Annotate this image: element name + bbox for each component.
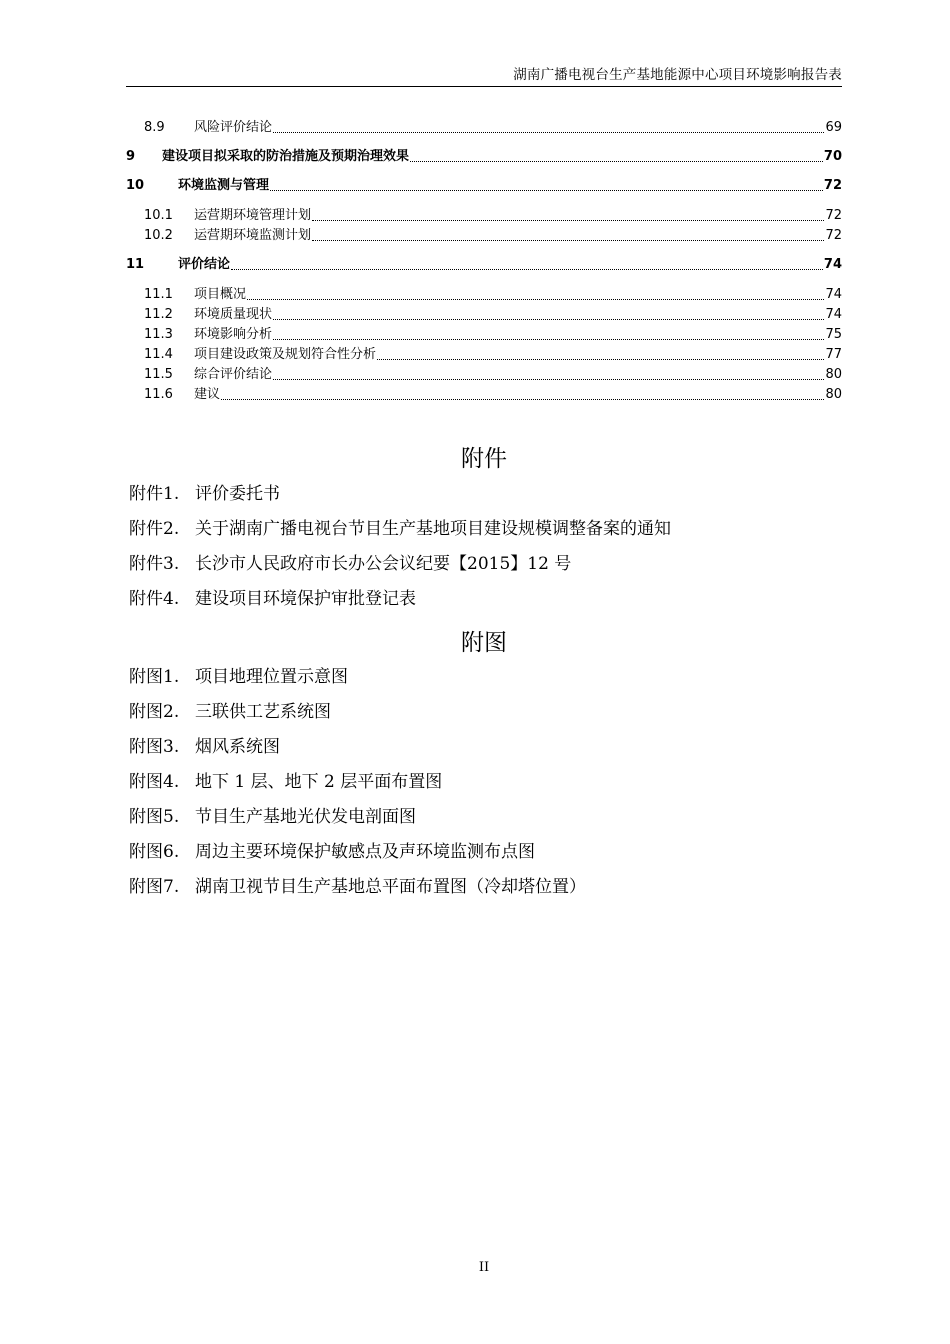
toc-entry[interactable] xyxy=(126,306,842,324)
figure-title: 地下 1 层、地下 2 层平面布置图 xyxy=(195,772,443,792)
page-number: II xyxy=(478,1260,490,1275)
figure-item xyxy=(129,876,586,898)
toc-leader xyxy=(273,318,824,320)
figure-title: 湖南卫视节目生产基地总平面布置图（冷却塔位置） xyxy=(195,877,586,897)
toc-page: 74 xyxy=(825,307,842,322)
attachment-number: 附件3. xyxy=(129,554,180,574)
toc-leader xyxy=(312,239,824,241)
toc-page: 74 xyxy=(823,257,842,272)
toc-entry[interactable] xyxy=(126,386,842,404)
toc-number: 11.2 xyxy=(144,307,173,322)
figure-title: 节目生产基地光伏发电剖面图 xyxy=(195,807,416,827)
toc-leader xyxy=(377,358,824,360)
attachment-item xyxy=(129,483,280,505)
toc-number: 11.4 xyxy=(144,347,173,362)
toc-number: 10 xyxy=(126,178,145,193)
toc-page: 69 xyxy=(825,120,842,135)
page-header xyxy=(126,62,842,87)
toc-label: 评价结论 xyxy=(178,257,231,272)
toc-entry[interactable] xyxy=(126,177,842,195)
toc-entry[interactable] xyxy=(126,227,842,245)
toc-leader xyxy=(410,160,823,162)
toc-leader xyxy=(312,219,824,221)
figure-item xyxy=(129,736,280,758)
toc-number: 9 xyxy=(126,149,136,164)
toc-label: 环境影响分析 xyxy=(194,327,273,342)
toc-number: 11 xyxy=(126,257,145,272)
toc-number: 10.2 xyxy=(144,228,173,243)
toc-number: 11.6 xyxy=(144,387,173,402)
figure-title: 烟风系统图 xyxy=(195,737,280,757)
toc-entry[interactable] xyxy=(126,256,842,274)
toc-entry[interactable] xyxy=(126,346,842,364)
toc-leader xyxy=(221,398,824,400)
toc-number: 11.5 xyxy=(144,367,173,382)
attachment-number: 附件4. xyxy=(129,589,180,609)
toc-leader xyxy=(273,378,824,380)
figure-number: 附图4. xyxy=(129,772,180,792)
figure-number: 附图2. xyxy=(129,702,180,722)
report-title: 湖南广播电视台生产基地能源中心项目环境影响报告表 xyxy=(513,67,842,83)
attachment-number: 附件2. xyxy=(129,519,180,539)
figure-number: 附图5. xyxy=(129,807,180,827)
toc-page: 72 xyxy=(825,208,842,223)
toc-number: 11.1 xyxy=(144,287,173,302)
toc-label: 环境质量现状 xyxy=(194,307,273,322)
attachment-title: 建设项目环境保护审批登记表 xyxy=(195,589,416,609)
toc-leader xyxy=(231,268,823,270)
toc-page: 80 xyxy=(825,367,842,382)
toc-number: 8.9 xyxy=(144,120,165,135)
toc-entry[interactable] xyxy=(126,148,842,166)
figure-number: 附图6. xyxy=(129,842,180,862)
toc-number: 11.3 xyxy=(144,327,173,342)
toc-entry[interactable] xyxy=(126,286,842,304)
toc-number: 10.1 xyxy=(144,208,173,223)
figures-heading: 附图 xyxy=(461,630,507,656)
toc-leader xyxy=(247,298,824,300)
figure-item xyxy=(129,666,348,688)
toc-leader xyxy=(270,189,823,191)
toc-leader xyxy=(273,131,824,133)
toc-label: 项目建设政策及规划符合性分析 xyxy=(194,347,377,362)
figure-title: 周边主要环境保护敏感点及声环境监测布点图 xyxy=(195,842,535,862)
figure-item xyxy=(129,841,535,863)
toc-page: 74 xyxy=(825,287,842,302)
attachment-title: 关于湖南广播电视台节目生产基地项目建设规模调整备案的通知 xyxy=(195,519,671,539)
toc-page: 80 xyxy=(825,387,842,402)
toc-leader xyxy=(273,338,824,340)
toc-entry[interactable] xyxy=(126,119,842,137)
toc-entry[interactable] xyxy=(126,366,842,384)
attachment-number: 附件1. xyxy=(129,484,180,504)
toc-page: 72 xyxy=(825,228,842,243)
toc-label: 运营期环境监测计划 xyxy=(194,228,312,243)
toc-page: 70 xyxy=(823,149,842,164)
toc-label: 风险评价结论 xyxy=(194,120,273,135)
figure-item xyxy=(129,771,442,793)
figure-item xyxy=(129,701,331,723)
toc-label: 项目概况 xyxy=(194,287,247,302)
toc-label: 综合评价结论 xyxy=(194,367,273,382)
attachment-item xyxy=(129,518,671,540)
attachment-item xyxy=(129,553,571,575)
attachments-heading: 附件 xyxy=(461,446,507,472)
figure-number: 附图7. xyxy=(129,877,180,897)
attachment-item xyxy=(129,588,416,610)
figure-number: 附图1. xyxy=(129,667,180,687)
toc-label: 建设项目拟采取的防治措施及预期治理效果 xyxy=(162,149,410,164)
toc-label: 运营期环境管理计划 xyxy=(194,208,312,223)
toc-entry[interactable] xyxy=(126,326,842,344)
toc-page: 77 xyxy=(825,347,842,362)
toc-entry[interactable] xyxy=(126,207,842,225)
toc-page: 75 xyxy=(825,327,842,342)
figure-item xyxy=(129,806,416,828)
figure-number: 附图3. xyxy=(129,737,180,757)
attachment-title: 评价委托书 xyxy=(195,484,280,504)
figure-title: 三联供工艺系统图 xyxy=(195,702,331,722)
attachment-title: 长沙市人民政府市长办公会议纪要【2015】12 号 xyxy=(195,554,572,574)
toc-label: 环境监测与管理 xyxy=(178,178,270,193)
figure-title: 项目地理位置示意图 xyxy=(195,667,348,687)
toc-label: 建议 xyxy=(194,387,221,402)
toc-page: 72 xyxy=(823,178,842,193)
